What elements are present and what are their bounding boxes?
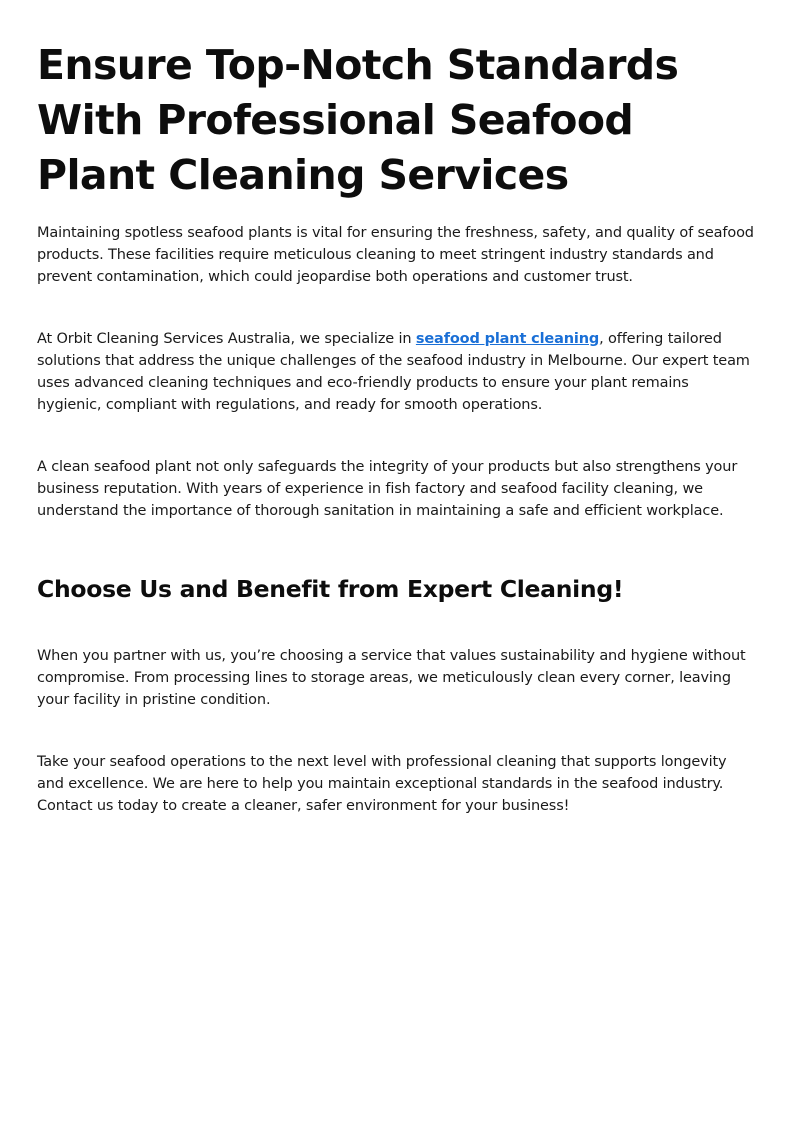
reputation-paragraph: A clean seafood plant not only safeguards the integrity of your products but also strengthens your business reputation. With years of experience in fish factory and seafood facility cleaning, we understand the importance of thorough sanitation in maintaining a safe and efficient workplace.: [37, 459, 738, 519]
intro-paragraph: Maintaining spotless seafood plants is vital for ensuring the freshness, safety, and quality of seafood products. These facilities require meticulous cleaning to meet stringent industry standards and prevent contamination, which could jeopardise both operations and customer trust.: [37, 225, 754, 285]
document-page: [37, 38, 757, 817]
section-heading: Choose Us and Benefit from Expert Cleaning!: [37, 575, 624, 603]
page-title: Ensure Top-Notch Standards With Professional Seafood Plant Cleaning Services: [37, 41, 679, 199]
services-paragraph-rest: , offering tailored solutions that address the unique challenges of the seafood industry in Melbourne. Our expert team uses advanced cleaning techniques and eco-friendly products to ensure your plant remains hygienic, compliant with regulations, and ready for smooth operations.: [37, 331, 750, 413]
services-paragraph: [37, 328, 757, 416]
closing-paragraph: Take your seafood operations to the next level with professional cleaning that supports longevity and excellence. We are here to help you maintain exceptional standards in the seafood industry. Contact us today to create a cleaner, safer environment for your business!: [37, 754, 727, 814]
services-paragraph-lead: At Orbit Cleaning Services Australia, we specialize in: [37, 331, 416, 347]
partner-paragraph: When you partner with us, you’re choosing a service that values sustainability and hygiene without compromise. From processing lines to storage areas, we meticulously clean every corner, leaving your facility in pristine condition.: [37, 648, 746, 708]
seafood-plant-cleaning-link[interactable]: seafood plant cleaning: [415, 331, 600, 347]
